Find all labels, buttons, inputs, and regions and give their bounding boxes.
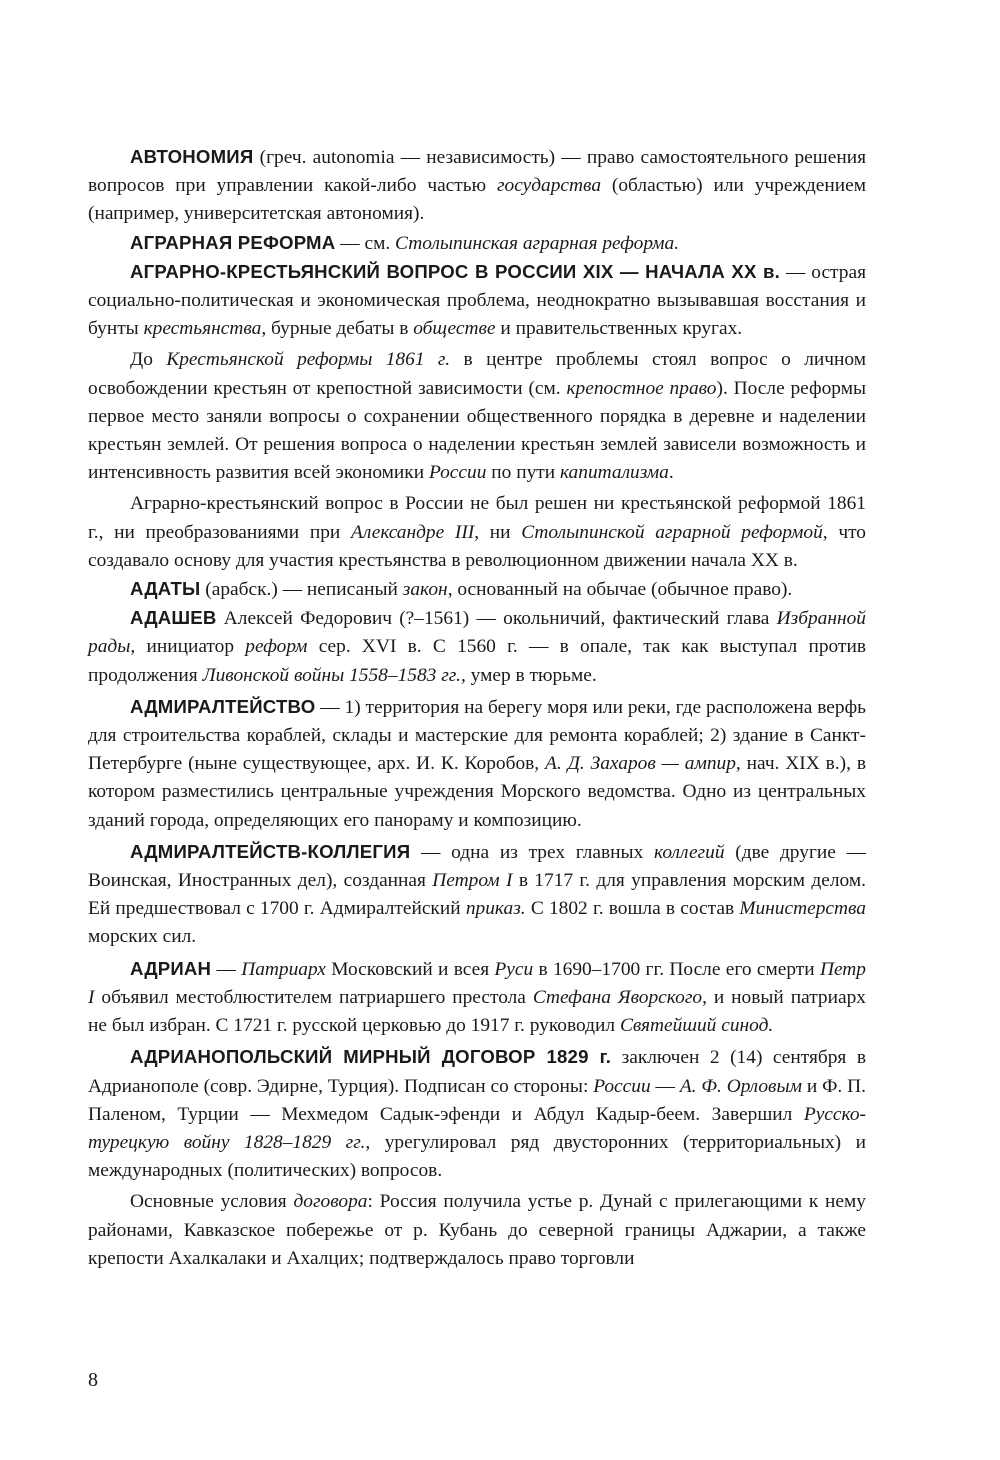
page-number: 8 (88, 1369, 98, 1391)
cross-reference: приказ. (465, 898, 526, 920)
entry-text: по пути (486, 462, 560, 484)
entry-text: , нач. XIX в.), в котором разместились центральные учреждения Морского ведомства. Одно из центральных зданий города, определяющих его панораму и композицию. (88, 753, 866, 831)
dictionary-entry (88, 838, 866, 952)
entry-text: — (211, 958, 242, 980)
dictionary-entry (88, 575, 866, 604)
cross-reference: Петр I (88, 958, 866, 1008)
cross-reference: государства (496, 175, 602, 197)
entry-text: в центре проблемы стоял вопрос о личном освобождении крестьян от крепостной зависимости (см. (88, 349, 867, 399)
dictionary-entry (88, 346, 866, 487)
entry-text: — острая социально-политическая и экономическая проблема, неоднократно вызывавшая восстания и бунты (88, 261, 866, 340)
entry-text: — одна из трех главных (410, 841, 655, 863)
cross-reference: закон (402, 579, 448, 601)
entry-text: , основанный на обычае (обычное право). (447, 579, 793, 601)
dictionary-entry (88, 229, 866, 258)
dictionary-entry (88, 258, 866, 344)
entry-text: , урегулировал ряд двусторонних (территориальных) и международных (политических) вопросов. (88, 1131, 866, 1182)
entry-text: — (650, 1075, 680, 1097)
entry-text: С 1802 г. вошла в состав (525, 898, 740, 920)
cross-reference: Крестьянской реформы 1861 г. (166, 349, 451, 371)
entry-text: (арабск.) — неписаный (200, 579, 403, 601)
cross-reference: А. Д. Захаров — ампир (545, 753, 736, 775)
dictionary-entry (88, 490, 866, 575)
cross-reference: Александре III (350, 521, 475, 543)
cross-reference: обществе (413, 318, 496, 340)
entry-text: — см. (335, 232, 396, 254)
cross-reference: капитализма (559, 462, 669, 484)
entry-term: АДМИРАЛТЕЙСТВО (130, 695, 316, 717)
entry-text: (греч. autonomia — независимость) — право самостоятельного решения вопросов при управлении какой-либо частью (88, 147, 866, 197)
entry-term: АДРИАН (130, 957, 212, 979)
entry-text: и Ф. П. Паленом, Турции — Мехмедом Садык-эфенди и Абдул Кадыр-беем. Завершил (88, 1075, 866, 1125)
entry-text: (две другие — Воинская, Иностранных дел), созданная (88, 841, 866, 892)
entry-term: АДРИАНОПОЛЬСКИЙ МИРНЫЙ ДОГОВОР 1829 г. (130, 1046, 612, 1068)
cross-reference: Петром I (432, 870, 513, 892)
cross-reference: Столыпинской аграрной реформой (521, 521, 823, 543)
entry-text: (областью) или учреждением (например, университетская автономия). (88, 175, 866, 225)
entry-term: АДМИРАЛТЕЙСТВ-КОЛЛЕГИЯ (130, 840, 411, 862)
entry-text: , умер в тюрьме. (460, 664, 597, 686)
entry-term: АВТОНОМИЯ (130, 146, 254, 167)
entry-term: АГРАРНАЯ РЕФОРМА (130, 231, 336, 253)
cross-reference: Ливонской войны 1558–1583 гг. (202, 664, 461, 686)
dictionary-entry (88, 955, 866, 1041)
cross-reference: России (428, 462, 487, 484)
entry-term: АГРАРНО-КРЕСТЬЯНСКИЙ ВОПРОС В РОССИИ XIX — НАЧАЛА XX в. (130, 260, 781, 282)
cross-reference: Стефана Яворского (532, 986, 703, 1008)
cross-reference: договора (293, 1191, 368, 1213)
cross-reference: Русско-турецкую войну 1828–1829 гг. (88, 1103, 866, 1153)
cross-reference: Руси (494, 958, 534, 980)
entry-text: . (668, 462, 674, 484)
entry-text: объявил местоблюстителем патриаршего престола (94, 986, 533, 1008)
entry-text: До (130, 349, 167, 371)
cross-reference: коллегий (654, 841, 725, 863)
dictionary-entry (88, 143, 866, 229)
entry-term: АДАШЕВ (130, 607, 217, 629)
entry-text: , бурные дебаты в (261, 318, 414, 340)
cross-reference: Святейший синод. (619, 1015, 774, 1037)
entry-text: заключен 2 (14) сентября в Адрианополе (совр. Эдирне, Турция). Подписан со стороны: (88, 1047, 866, 1097)
cross-reference: Избранной рады (88, 608, 866, 658)
dictionary-entry (88, 604, 866, 690)
cross-reference: крестьянства (143, 318, 262, 340)
cross-reference: крепостное право (566, 377, 717, 399)
entry-text: Алексей Федорович (?–1561) — окольничий, фактический глава (216, 608, 777, 630)
cross-reference: Министерства (739, 898, 866, 920)
entry-text: в 1690–1700 гг. После его смерти (533, 958, 820, 980)
entry-text: сер. XVI в. С 1560 г. — в опале, так как выступал против продолжения (88, 636, 866, 686)
entry-text: : Россия получила устье р. Дунай с прилегающими к нему районами, Кавказское побережье от р. Кубань до северной границы Аджарии, а также крепости Ахалкалаки и Ахалцих; подтверждалось право торговли (88, 1191, 866, 1269)
cross-reference: России (593, 1075, 651, 1097)
entry-text: ). После реформы первое место заняли вопросы о сохранении общественного порядка в деревне и наделении крестьян землей. От решения вопроса о наделении крестьян землей зависели возможность и интенсивность развития всей экономики (88, 377, 866, 484)
page-body (88, 143, 866, 1273)
dictionary-entry (88, 693, 866, 835)
cross-reference: Столыпинская аграрная реформа. (395, 232, 680, 254)
cross-reference: А. Ф. Орловым (679, 1075, 802, 1097)
entry-text: Основные условия (130, 1191, 294, 1213)
entry-text: Московский и всея (325, 958, 495, 980)
entry-text: и правительственных кругах. (495, 318, 743, 340)
entry-term: АДАТЫ (130, 578, 201, 600)
entry-text: — 1) территория на берегу моря или реки, где расположена верфь для строительства кораблей, склады и мастерские для ремонта кораблей; 2) здание в Санкт- Петербурге (ныне существующее, арх. И. К. Коробов, (88, 696, 866, 775)
entry-text: морских сил. (88, 926, 197, 948)
entry-text: , и новый патриарх не был избран. С 1721 г. русской церковью до 1917 г. руководил (88, 986, 866, 1037)
entry-text: , ни (474, 521, 522, 543)
entry-text: Аграрно-крестьянский вопрос в России не был решен ни крестьянской реформой 1861 г., ни преобразованиями при (88, 493, 866, 543)
cross-reference: реформ (245, 636, 308, 658)
entry-text: , инициатор (130, 636, 246, 658)
entry-text: в 1717 г. для управления морским делом. Ей предшествовал с 1700 г. Адмиралтейский (88, 870, 866, 920)
dictionary-entry (88, 1043, 866, 1185)
entry-text: , что создавало основу для участия крестьянства в революционном движении начала XX в. (88, 521, 866, 571)
dictionary-entry (88, 1188, 866, 1273)
cross-reference: Патриарх (241, 958, 326, 980)
